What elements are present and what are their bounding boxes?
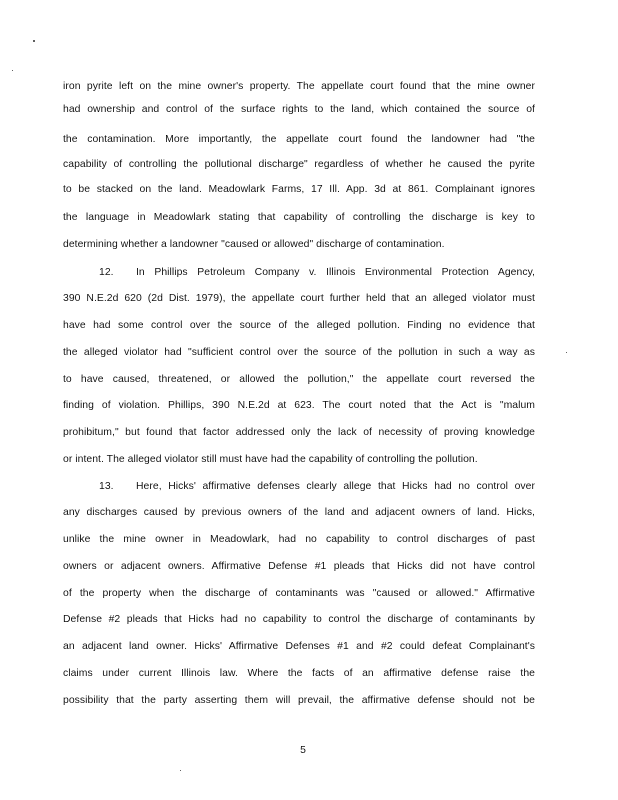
text-line: claims under current Illinois law. Where the facts of an affirmative defense raise the — [63, 668, 535, 679]
text-line: In Phillips Petroleum Company v. Illinois Environmental Protection Agency, — [136, 267, 535, 278]
text-line: any discharges caused by previous owners of the land and adjacent owners of land. Hicks, — [63, 507, 535, 518]
text-line: to be stacked on the land. Meadowlark Farms, 17 Ill. App. 3d at 861. Complainant ignores — [63, 184, 535, 195]
text-line: an adjacent land owner. Hicks' Affirmative Defenses #1 and #2 could defeat Complainant's — [63, 641, 535, 652]
scan-speck — [33, 40, 35, 42]
scan-speck — [566, 352, 567, 353]
scan-speck — [180, 770, 181, 771]
scan-speck — [12, 70, 13, 71]
text-line: owners or adjacent owners. Affirmative Defense #1 pleads that Hicks did not have control — [63, 561, 535, 572]
paragraph-number: 13. — [99, 481, 114, 492]
text-line: determining whether a landowner "caused or allowed" discharge of contamination. — [63, 239, 445, 250]
text-line: the language in Meadowlark stating that capability of controlling the discharge is key to — [63, 212, 535, 223]
text-line: had ownership and control of the surface rights to the land, which contained the source of — [63, 104, 535, 115]
paragraph-13-first-line — [99, 479, 535, 494]
page-number: 5 — [300, 745, 306, 756]
text-line: to have caused, threatened, or allowed the pollution," the appellate court reversed the — [63, 374, 535, 385]
text-line: the alleged violator had "sufficient control over the source of the pollution in such a way as — [63, 347, 535, 358]
text-line: of the property when the discharge of contaminants was "caused or allowed." Affirmative — [63, 588, 535, 599]
text-line: finding of violation. Phillips, 390 N.E.2d at 623. The court noted that the Act is "malum — [63, 400, 535, 411]
text-line: iron pyrite left on the mine owner's property. The appellate court found that the mine owner — [63, 81, 535, 92]
text-line: Defense #2 pleads that Hicks had no capability to control the discharge of contaminants by — [63, 614, 535, 625]
text-line: have had some control over the source of the alleged pollution. Finding no evidence that — [63, 320, 535, 331]
text-line: the contamination. More importantly, the appellate court found the landowner had "the — [63, 134, 535, 145]
text-line: 390 N.E.2d 620 (2d Dist. 1979), the appellate court further held that an alleged violator must — [63, 293, 535, 304]
paragraph-number: 12. — [99, 267, 114, 278]
text-line: capability of controlling the pollutional discharge" regardless of whether he caused the pyrite — [63, 159, 535, 170]
text-line: or intent. The alleged violator still must have had the capability of controlling the pollution. — [63, 454, 478, 465]
paragraph-12-first-line — [99, 265, 535, 280]
text-line: Here, Hicks' affirmative defenses clearly allege that Hicks had no control over — [136, 481, 535, 492]
text-line: unlike the mine owner in Meadowlark, had no capability to control discharges of past — [63, 534, 535, 545]
text-line: prohibitum," but found that factor addressed only the lack of necessity of proving knowledge — [63, 427, 535, 438]
text-line: possibility that the party asserting them will prevail, the affirmative defense should not be — [63, 695, 535, 706]
